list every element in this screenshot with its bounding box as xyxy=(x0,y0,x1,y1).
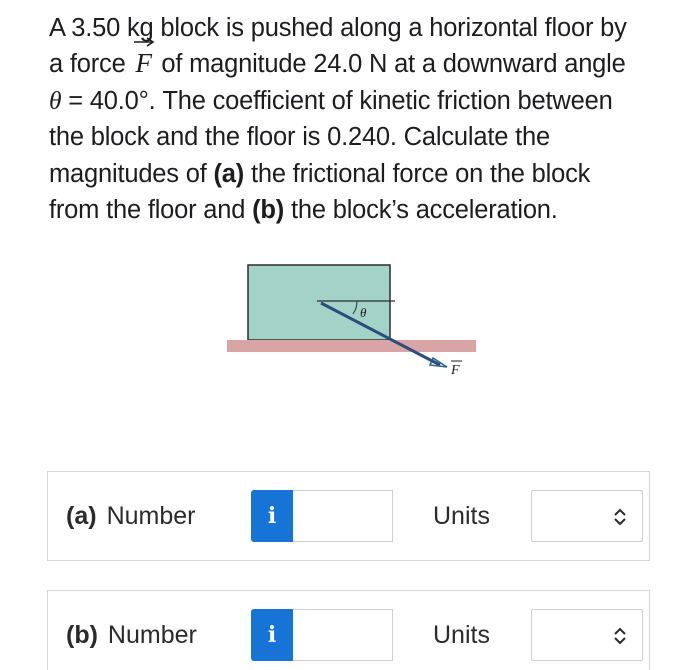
number-input[interactable] xyxy=(293,609,393,661)
problem-text: magnitudes of xyxy=(49,159,214,188)
part-marker: (a) xyxy=(66,502,97,530)
info-icon: i xyxy=(267,622,277,648)
info-button[interactable] xyxy=(251,490,293,542)
problem-line-3 xyxy=(49,83,659,119)
problem-line-5 xyxy=(49,156,659,192)
problem-statement xyxy=(49,10,659,228)
problem-text: the frictional force on the block xyxy=(244,159,591,188)
up-down-chevron-icon xyxy=(612,507,628,527)
number-label: Number xyxy=(106,502,196,530)
problem-text: the block’s acceleration. xyxy=(284,196,558,225)
units-label: Units xyxy=(433,502,490,530)
number-input[interactable] xyxy=(293,490,393,542)
problem-line-1: A 3.50 kg block is pushed along a horizontal floor by xyxy=(49,14,627,42)
block-force-diagram xyxy=(225,262,480,382)
number-label: Number xyxy=(107,621,197,649)
info-button[interactable] xyxy=(251,609,293,661)
problem-text: a force xyxy=(49,50,133,79)
angle-label: θ xyxy=(360,305,367,320)
part-b-marker: (b) xyxy=(252,196,285,225)
units-select[interactable] xyxy=(531,609,643,661)
force-vector-symbol xyxy=(132,48,154,79)
force-letter: F xyxy=(135,48,152,79)
answer-label-b xyxy=(66,621,197,650)
problem-line-4: the block and the floor is 0.240. Calculate the xyxy=(49,123,550,152)
units-label: Units xyxy=(433,621,490,649)
floor xyxy=(227,340,476,352)
theta-symbol: θ xyxy=(49,85,62,115)
problem-text: from the floor and xyxy=(49,196,253,225)
answer-row-a xyxy=(47,471,650,561)
answer-label-a xyxy=(66,502,195,531)
problem-line-6 xyxy=(49,192,659,228)
part-a-marker: (a) xyxy=(213,159,245,188)
info-icon: i xyxy=(267,503,277,529)
up-down-chevron-icon xyxy=(612,626,628,646)
problem-line-2 xyxy=(49,46,659,82)
units-select[interactable] xyxy=(531,490,643,542)
part-marker: (b) xyxy=(66,621,98,649)
problem-text: of magnitude 24.0 N at a downward angle xyxy=(154,50,626,79)
problem-text: = 40.0°. The coefficient of kinetic friction between xyxy=(61,86,613,115)
answer-row-b xyxy=(47,590,650,670)
force-label: F xyxy=(451,363,460,378)
